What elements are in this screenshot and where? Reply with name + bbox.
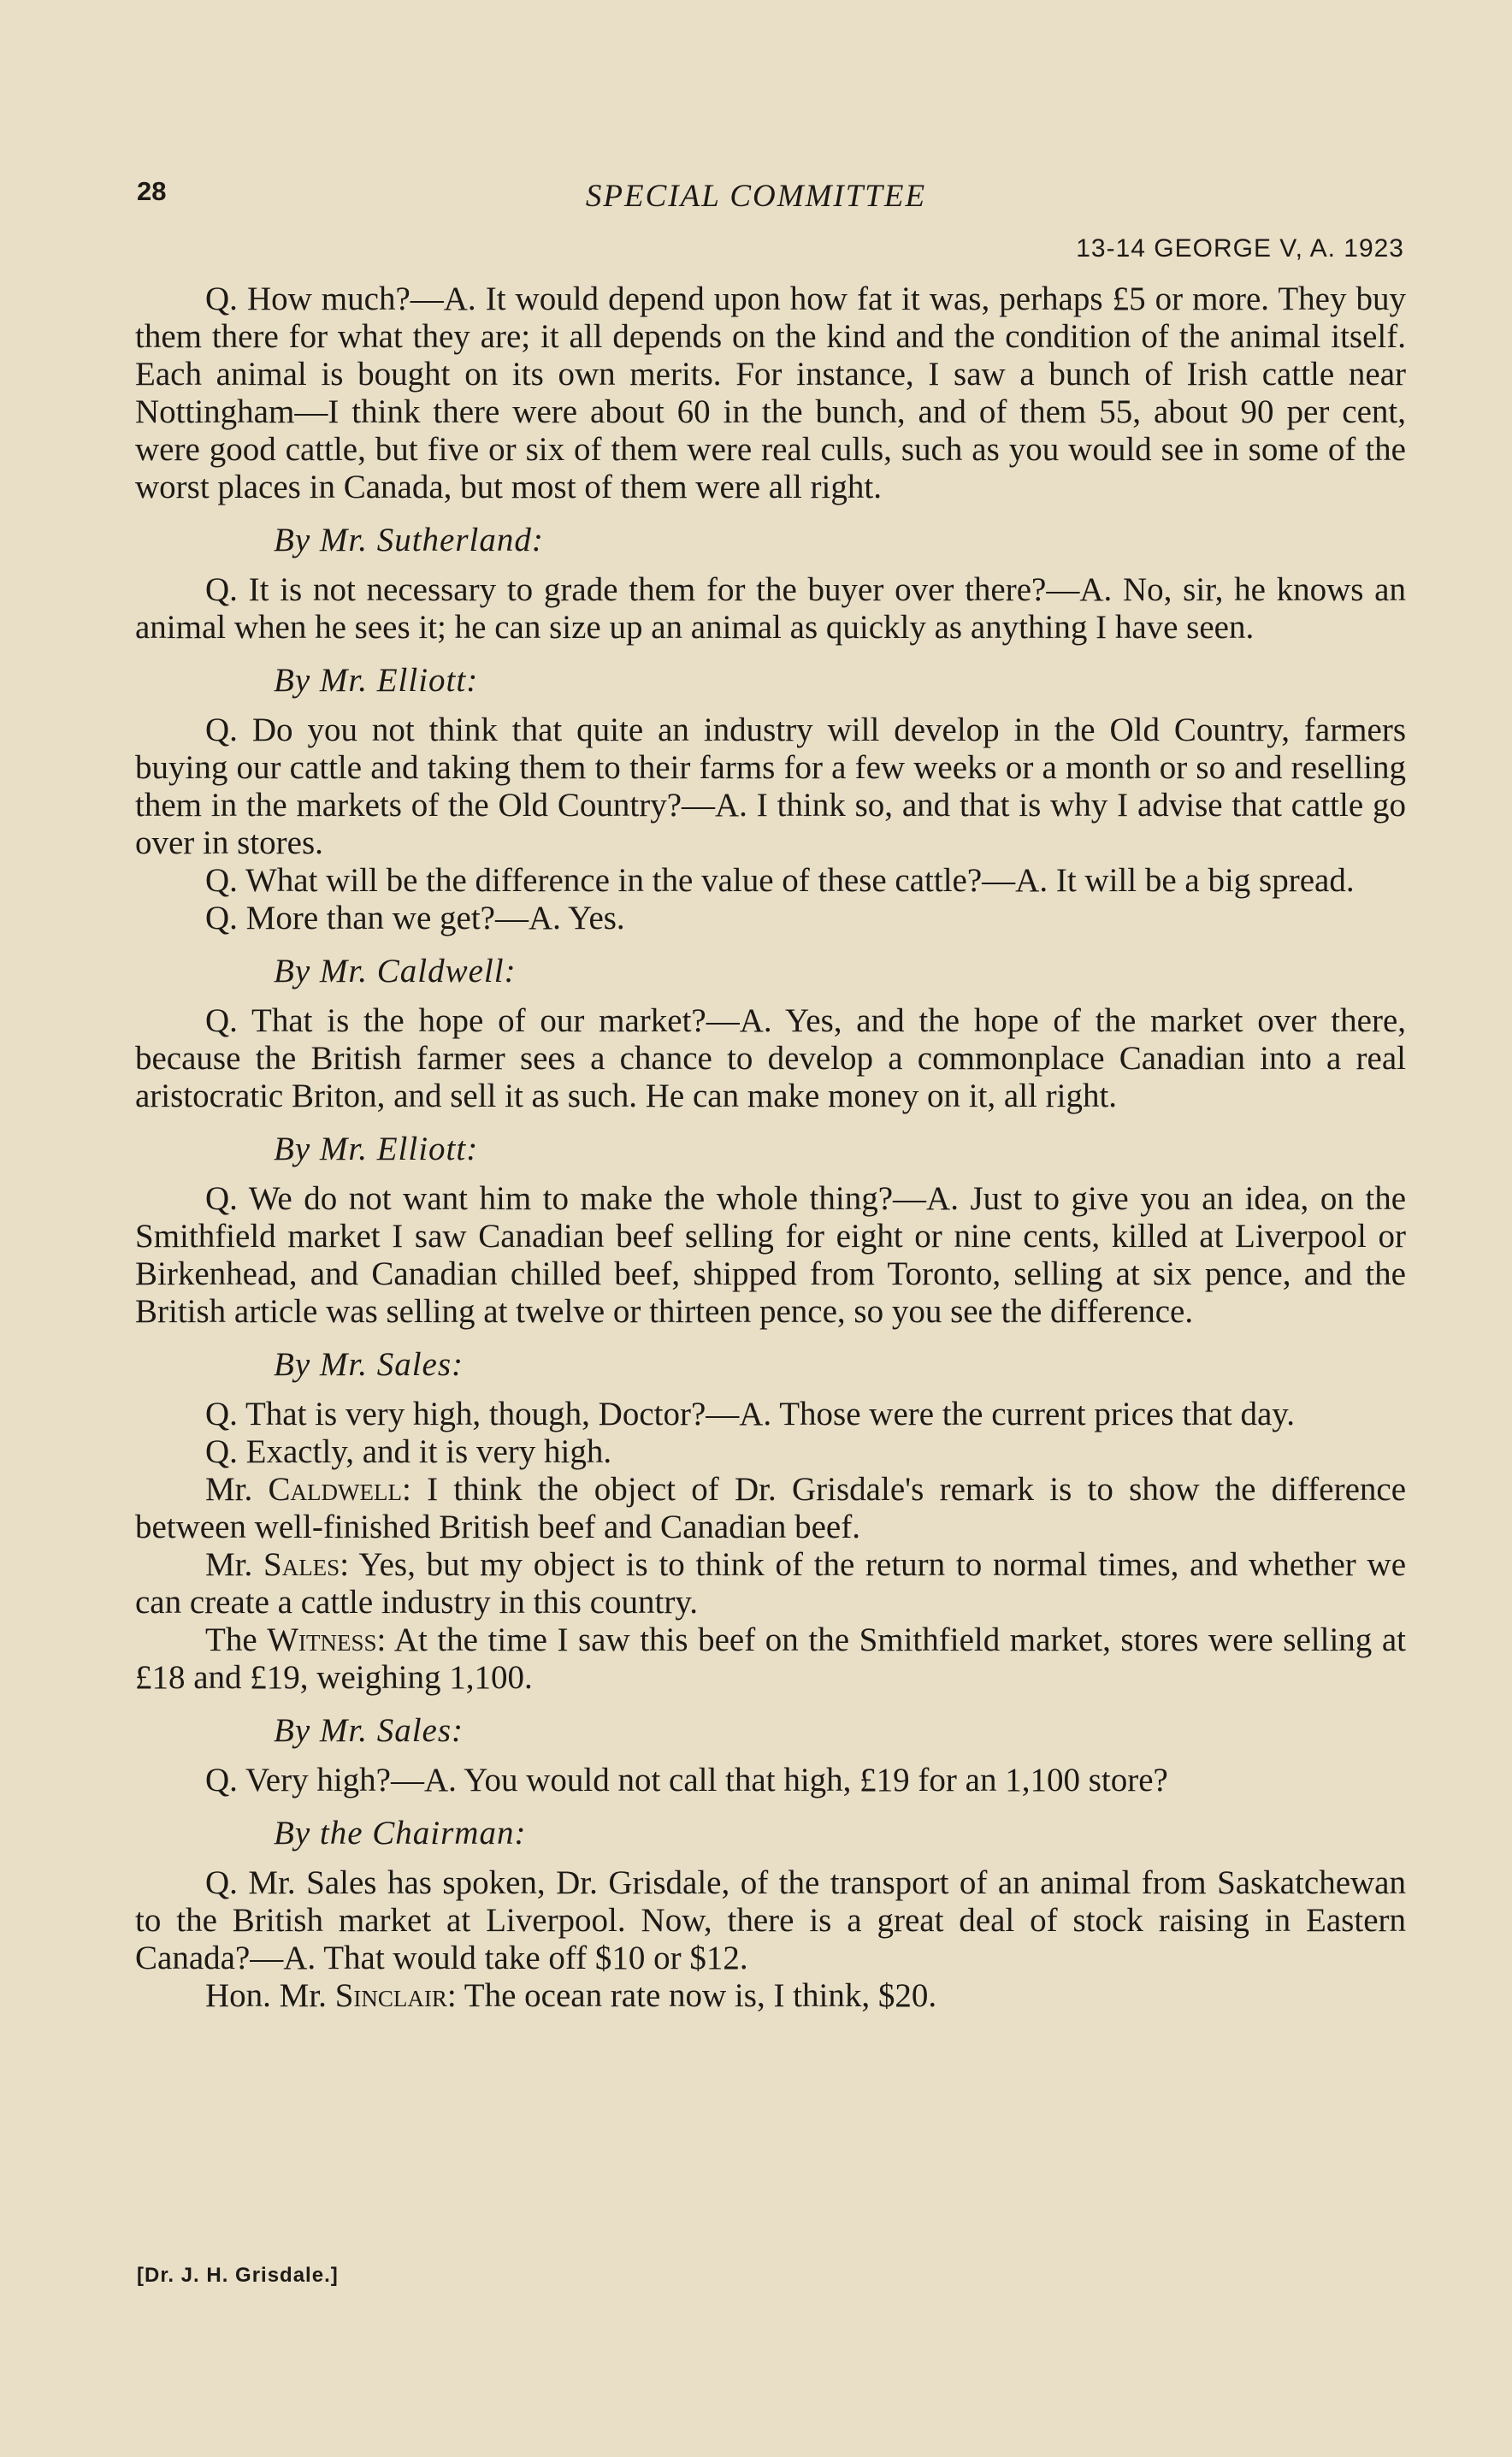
paragraph: Q. That is very high, though, Doctor?—A. Those were the current prices that day.	[205, 1396, 1296, 1432]
speaker-name: Sales	[263, 1546, 340, 1583]
speaker-heading: By Mr. Sales:	[274, 1346, 464, 1383]
speaker-heading: By Mr. Elliott:	[274, 1131, 479, 1167]
paragraph: Q. Exactly, and it is very high.	[205, 1433, 612, 1470]
paragraph: Q. Mr. Sales has spoken, Dr. Grisdale, of the transport of an animal from Saskatchewan to the British market at Liverpool. Now, there is a great deal of stock raising in Eastern Canada?—A. That would take off $10 or $12.	[135, 1864, 1406, 1976]
speaker-heading: By Mr. Sutherland:	[274, 522, 544, 558]
page-number: 28	[137, 176, 167, 206]
statement-text: : At the time I saw this beef on the Smithfield market, stores were selling at £18 and £19, weighing 1,100.	[135, 1621, 1406, 1696]
paragraph: Q. How much?—A. It would depend upon how fat it was, perhaps £5 or more. They buy them there for what they are; it all depends on the kind and the condition of the animal itself. Each animal is bought on its own merits. For instance, I saw a bunch of Irish cattle near Nottingham—I think there were about 60 in the bunch, and of them 55, about 90 per cent, were good cattle, but five or six of them were real culls, such as you would see in some of the worst places in Canada, but most of them were all right.	[135, 281, 1406, 505]
speaker-name: Sinclair	[334, 1977, 447, 2014]
speaker-prefix: The	[205, 1621, 268, 1658]
running-title: SPECIAL COMMITTEE	[585, 179, 927, 214]
speaker-prefix: Mr.	[205, 1471, 269, 1508]
statement-paragraph	[135, 1621, 1406, 1697]
paragraph: Q. That is the hope of our market?—A. Yes, and the hope of the market over there, because the British farmer sees a chance to develop a commonplace Canadian into a real aristocratic Briton, and sell it as such. He can make money on it, all right.	[135, 1002, 1406, 1114]
statement-text: : I think the object of Dr. Grisdale's remark is to show the difference between well-finished British beef and Canadian beef.	[135, 1471, 1406, 1545]
paragraph: Q. We do not want him to make the whole thing?—A. Just to give you an idea, on the Smithfield market I saw Canadian beef selling for eight or nine cents, killed at Liverpool or Birkenhead, and Canadian chilled beef, shipped from Toronto, selling at six pence, and the British article was selling at twelve or thirteen pence, so you see the difference.	[135, 1180, 1406, 1330]
paragraph: Q. What will be the difference in the value of these cattle?—A. It will be a big spread.	[205, 862, 1355, 899]
session-reference: 13-14 GEORGE V, A. 1923	[1076, 234, 1404, 263]
transcript-body	[135, 281, 1406, 2015]
speaker-heading: By Mr. Caldwell:	[274, 953, 517, 989]
paragraph: Q. Very high?—A. You would not call that high, £19 for an 1,100 store?	[205, 1762, 1168, 1798]
speaker-prefix: Hon. Mr.	[205, 1977, 335, 2014]
speaker-heading: By Mr. Elliott:	[274, 662, 479, 699]
speaker-heading: By the Chairman:	[274, 1815, 527, 1852]
speaker-prefix: Mr.	[205, 1546, 263, 1583]
statement-text: : The ocean rate now is, I think, $20.	[446, 1977, 937, 2014]
speaker-name: Witness	[267, 1621, 377, 1658]
paragraph: Q. It is not necessary to grade them for the buyer over there?—A. No, sir, he knows an animal when he sees it; he can size up an animal as quickly as anything I have seen.	[135, 571, 1406, 646]
paragraph: Q. Do you not think that quite an industry will develop in the Old Country, farmers buying our cattle and taking them to their farms for a few weeks or a month or so and reselling them in the markets of the Old Country?—A. I think so, and that is why I advise that cattle go over in stores.	[135, 712, 1406, 861]
paragraph: Q. More than we get?—A. Yes.	[205, 900, 625, 936]
speaker-name: Caldwell	[268, 1471, 402, 1508]
statement-text: : Yes, but my object is to think of the return to normal times, and whether we can create a cattle industry in this country.	[135, 1546, 1406, 1621]
statement-paragraph	[135, 1546, 1406, 1621]
statement-paragraph	[135, 1471, 1406, 1546]
speaker-heading: By Mr. Sales:	[274, 1712, 464, 1749]
statement-paragraph	[135, 1977, 1406, 2015]
witness-footer: [Dr. J. H. Grisdale.]	[137, 2264, 339, 2287]
